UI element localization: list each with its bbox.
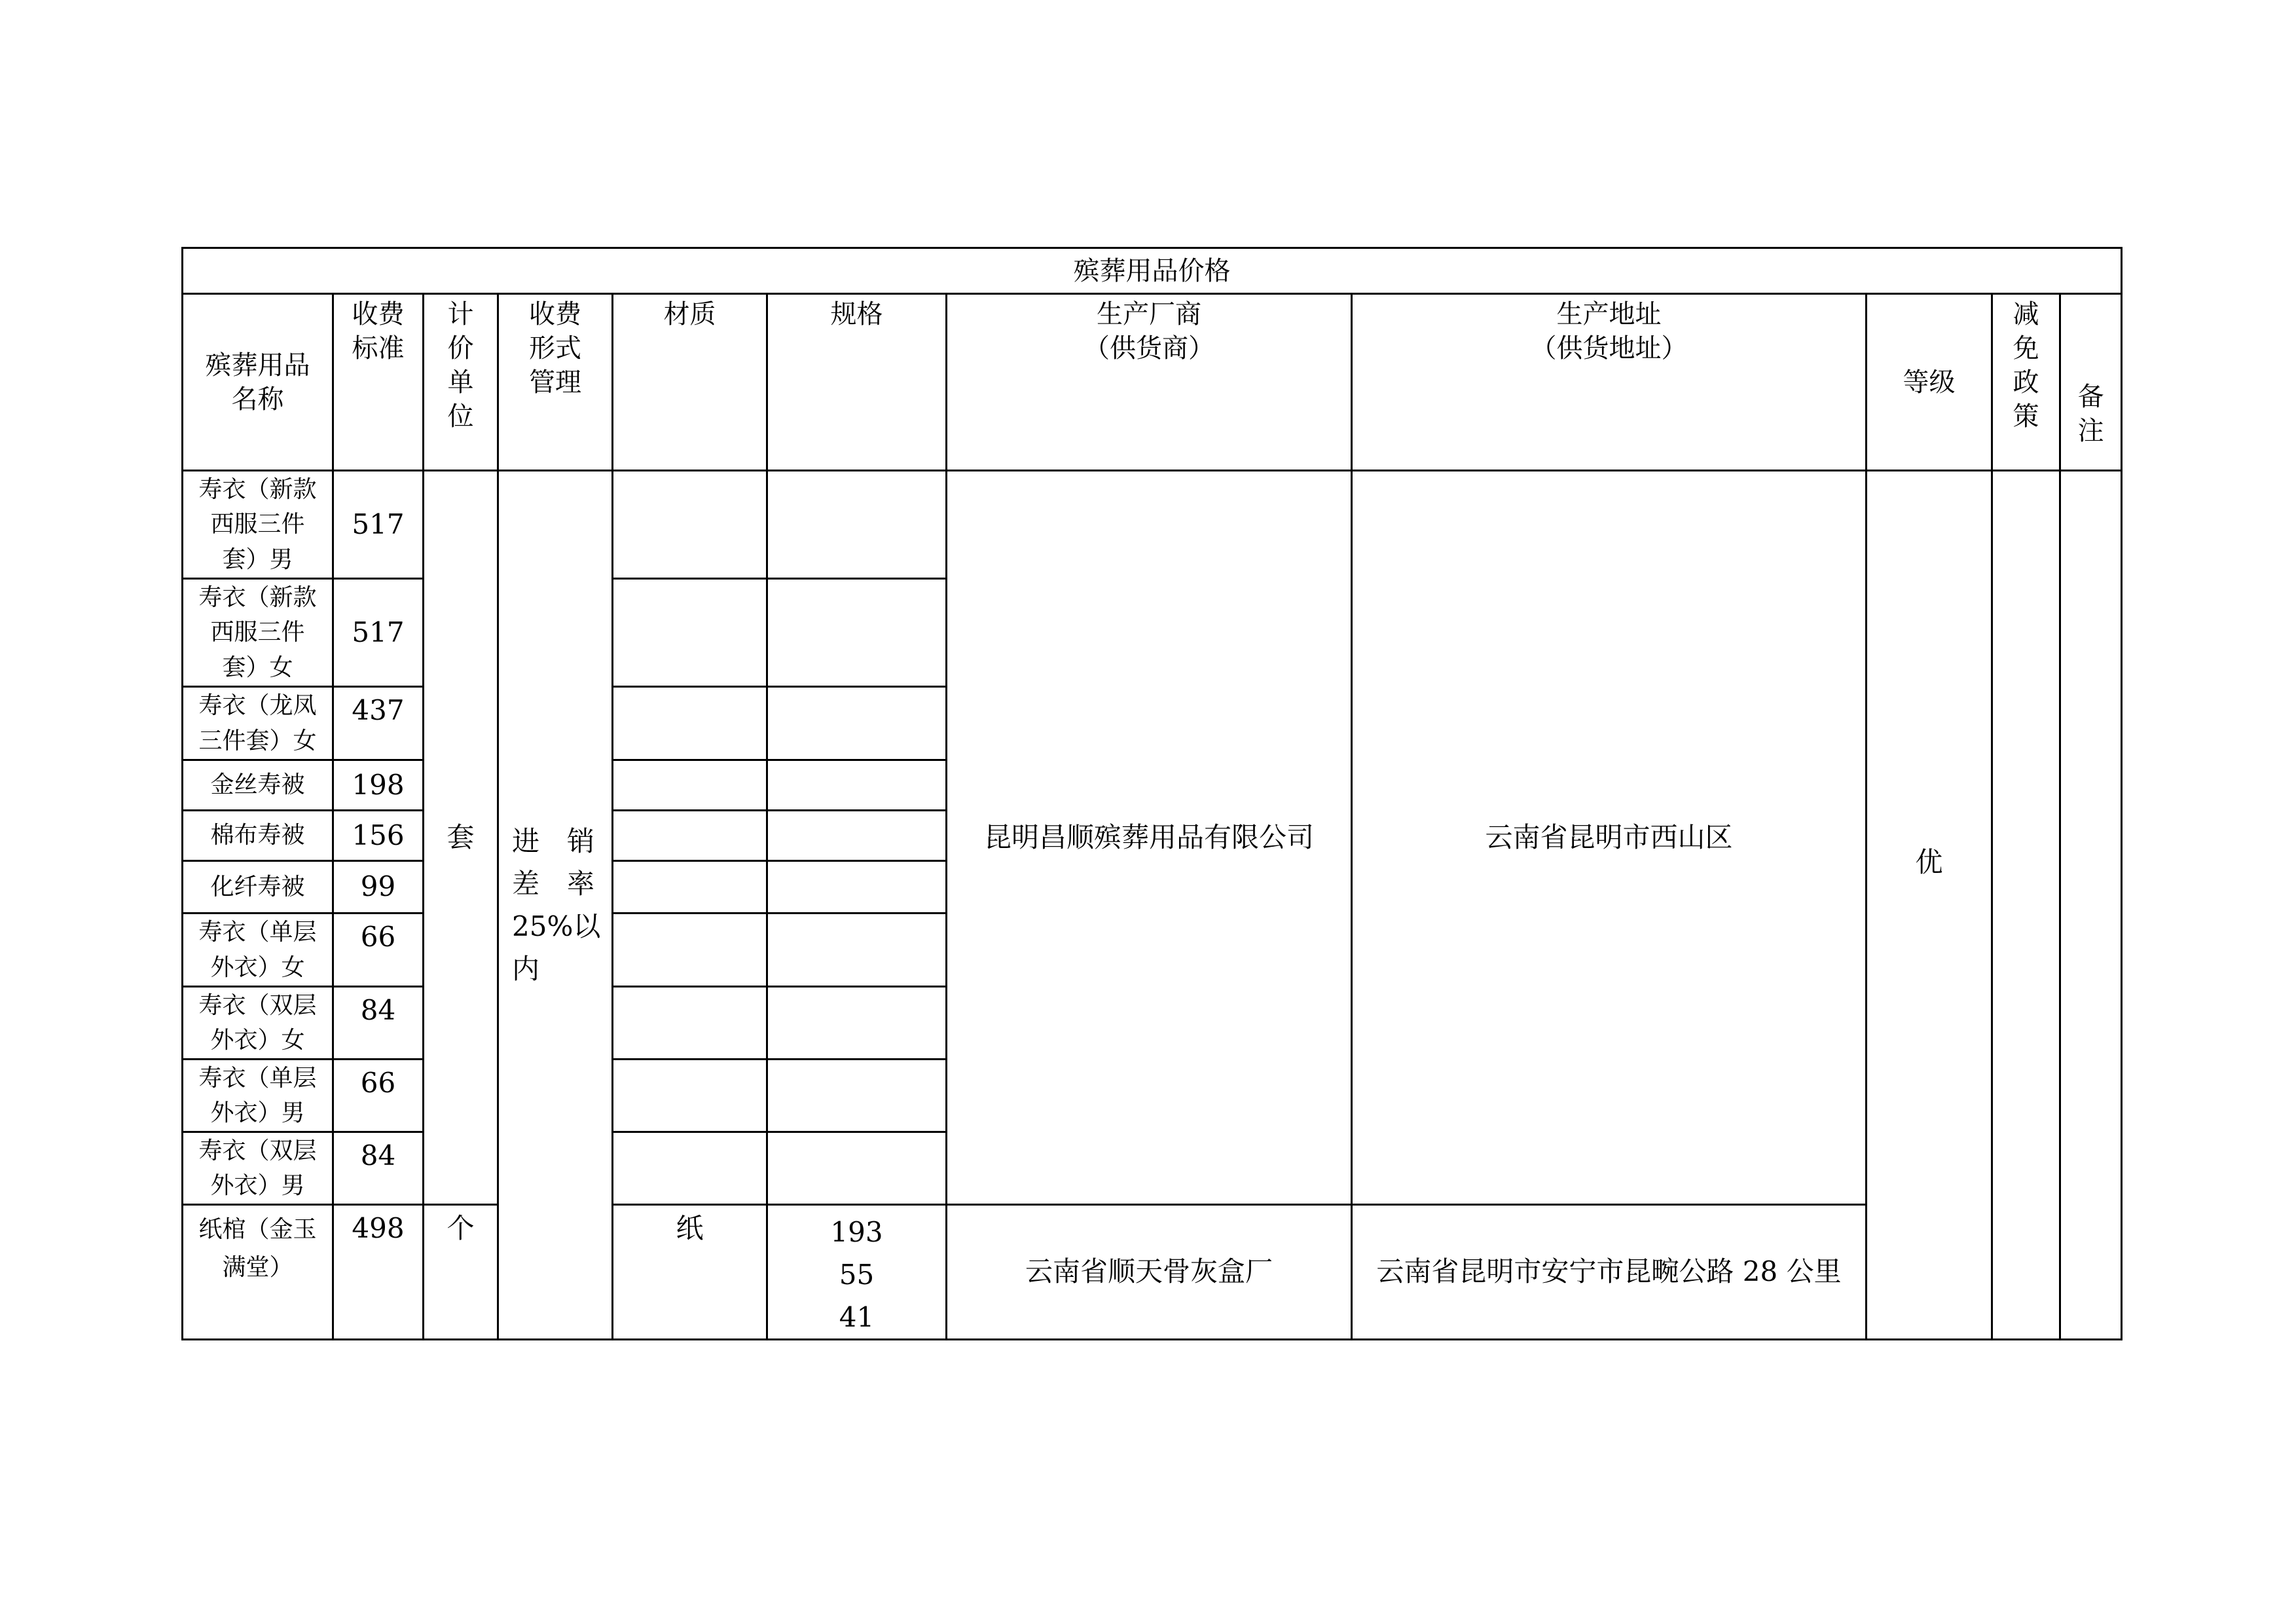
item-price: 84 [333,987,424,1060]
header-reduction-policy: 减 免 政 策 [1992,294,2060,471]
item-material [613,579,767,687]
item-material [613,687,767,760]
item-price: 198 [333,760,424,811]
header-item-name: 殡葬用品 名称 [183,294,333,471]
item-price: 84 [333,1132,424,1205]
item-spec [767,579,947,687]
item-material [613,1060,767,1132]
header-pricing-unit: 计 价 单 位 [424,294,498,471]
header-manufacturer: 生产厂商 （供货商） [947,294,1352,471]
table-row [183,1205,2122,1340]
item-spec [767,811,947,861]
item-material [613,760,767,811]
item-manufacturer: 云南省顺天骨灰盒厂 [947,1205,1352,1340]
item-price: 66 [333,1060,424,1132]
item-material [613,913,767,987]
item-address: 云南省昆明市安宁市昆畹公路 28 公里 [1352,1205,1867,1340]
item-spec [767,861,947,913]
remarks-cell [2060,471,2122,1340]
header-fee-standard: 收费 标准 [333,294,424,471]
item-spec [767,760,947,811]
header-remarks: 备 注 [2060,294,2122,471]
item-spec [767,987,947,1060]
item-price: 517 [333,579,424,687]
item-spec [767,1132,947,1205]
item-material: 纸 [613,1205,767,1340]
group-address: 云南省昆明市西山区 [1352,471,1867,1205]
item-name: 化纤寿被 [183,861,333,913]
header-material: 材质 [613,294,767,471]
item-unit: 个 [424,1205,498,1340]
item-material [613,471,767,579]
item-name: 寿衣（新款 西服三件 套）男 [183,471,333,579]
item-name: 金丝寿被 [183,760,333,811]
fee-management: 进 销 差 率 25%以 内 [498,471,613,1340]
item-price: 517 [333,471,424,579]
grade-value: 优 [1867,471,1992,1340]
item-name: 寿衣（双层 外衣）男 [183,1132,333,1205]
item-name: 寿衣（单层 外衣）女 [183,913,333,987]
item-price: 66 [333,913,424,987]
item-name: 棉布寿被 [183,811,333,861]
item-material [613,1132,767,1205]
item-spec: 193 55 41 [767,1205,947,1340]
item-material [613,811,767,861]
item-material [613,861,767,913]
header-fee-form: 收费 形式 管理 [498,294,613,471]
item-name: 寿衣（新款 西服三件 套）女 [183,579,333,687]
header-spec: 规格 [767,294,947,471]
header-address: 生产地址 （供货地址） [1352,294,1867,471]
item-price: 498 [333,1205,424,1340]
item-name: 寿衣（龙凤 三件套）女 [183,687,333,760]
price-table [181,247,2123,1340]
item-spec [767,471,947,579]
item-material [613,987,767,1060]
item-name: 寿衣（双层 外衣）女 [183,987,333,1060]
item-spec [767,1060,947,1132]
table-row [183,471,2122,579]
item-spec [767,687,947,760]
reduction-policy-cell [1992,471,2060,1340]
item-name: 寿衣（单层 外衣）男 [183,1060,333,1132]
header-grade: 等级 [1867,294,1992,471]
item-name: 纸棺（金玉 满堂） [183,1205,333,1340]
item-price: 99 [333,861,424,913]
table-title: 殡葬用品价格 [183,248,2122,294]
item-price: 156 [333,811,424,861]
item-spec [767,913,947,987]
group-unit: 套 [424,471,498,1205]
item-price: 437 [333,687,424,760]
group-manufacturer: 昆明昌顺殡葬用品有限公司 [947,471,1352,1205]
